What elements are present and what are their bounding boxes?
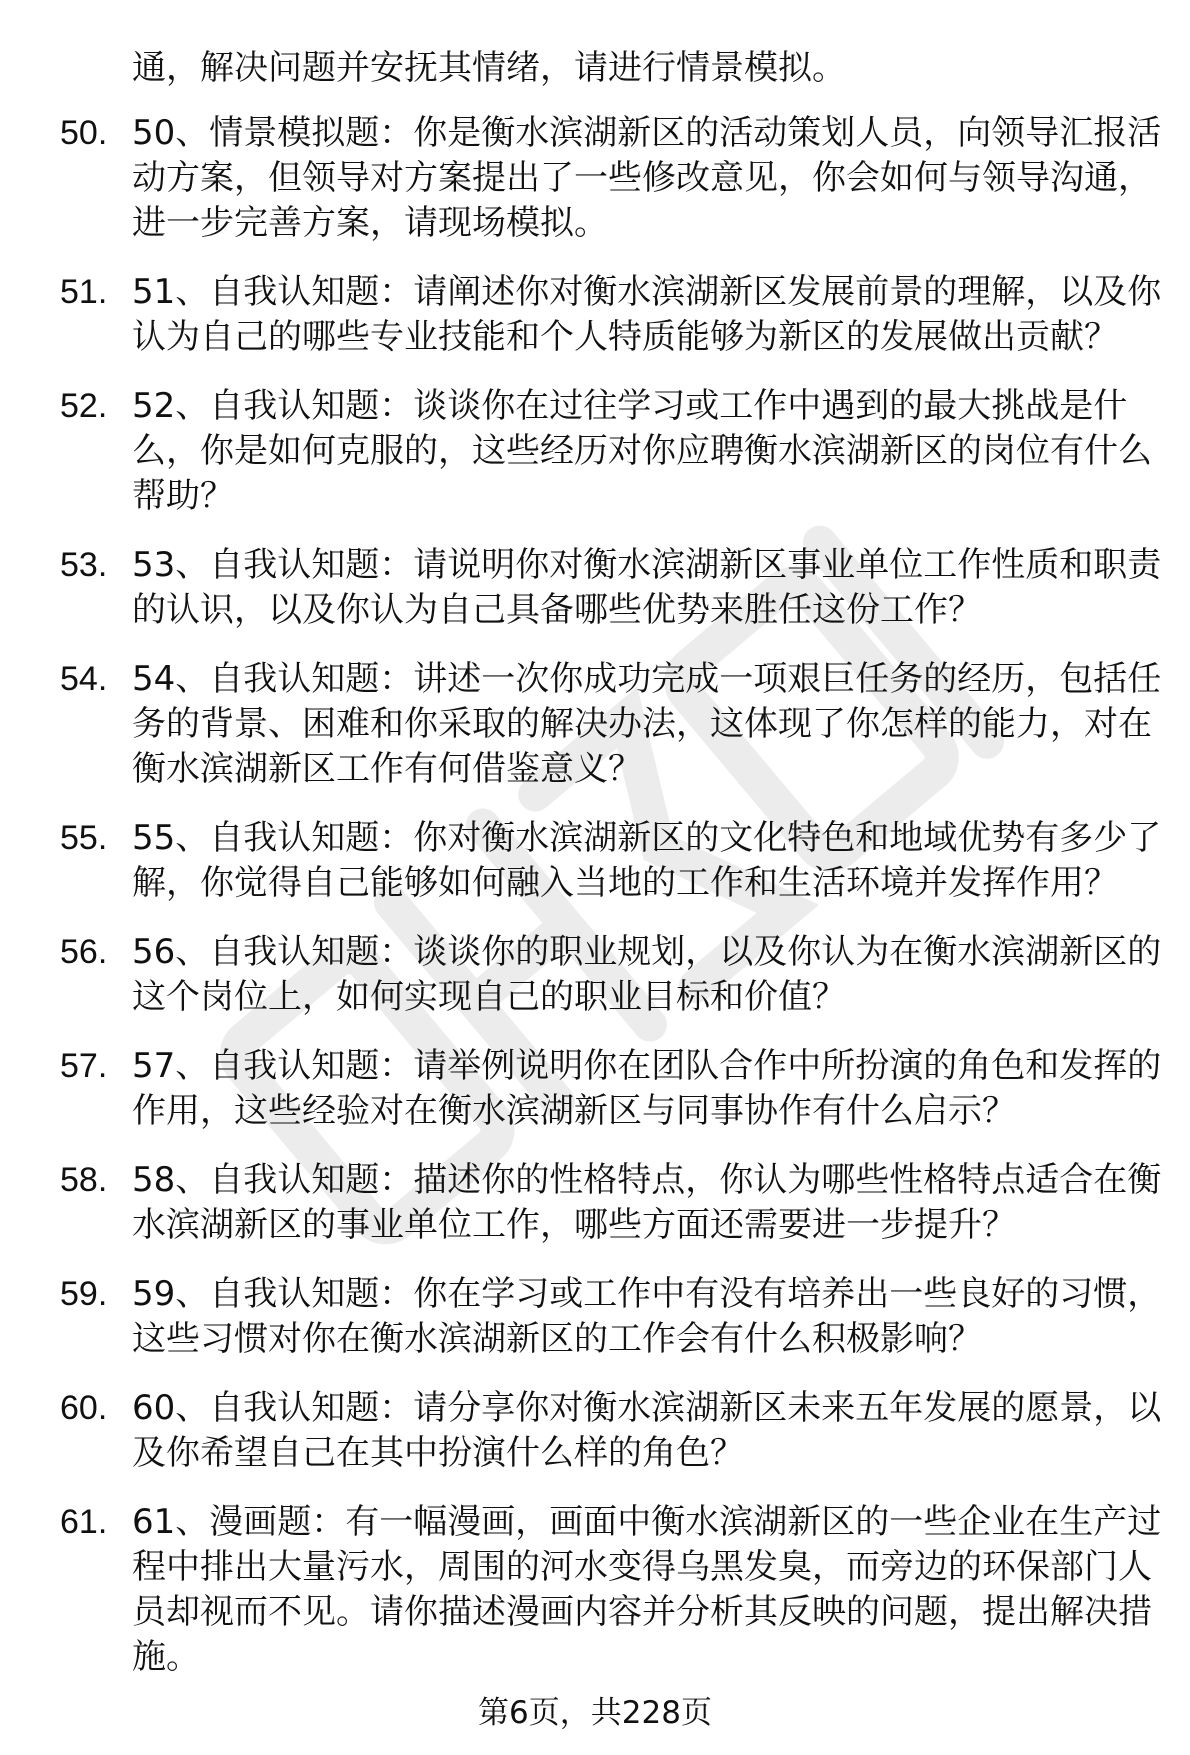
question-number: 51. <box>60 273 108 311</box>
page-footer: 第6页，共228页 <box>478 1695 712 1731</box>
question-number: 58. <box>60 1161 108 1199</box>
question-item <box>0 1158 1190 1248</box>
question-text: 54、自我认知题：讲述一次你成功完成一项艰巨任务的经历，包括任务的背景、困难和你采取的解决办法，这体现了你怎样的能力，对在衡水滨湖新区工作有何借鉴意义？ <box>132 659 1162 789</box>
question-text: 61、漫画题：有一幅漫画，画面中衡水滨湖新区的一些企业在生产过程中排出大量污水，周围的河水变得乌黑发臭，而旁边的环保部门人员却视而不见。请你描述漫画内容并分析其反映的问题，提出解决措施。 <box>132 1502 1162 1677</box>
question-list <box>0 111 1190 1704</box>
question-number: 59. <box>60 1275 108 1313</box>
question-item <box>0 384 1190 519</box>
question-item <box>0 111 1190 246</box>
question-number: 55. <box>60 819 108 857</box>
question-item <box>0 657 1190 792</box>
question-number: 50. <box>60 114 108 152</box>
question-text: 50、情景模拟题：你是衡水滨湖新区的活动策划人员，向领导汇报活动方案，但领导对方案提出了一些修改意见，你会如何与领导沟通，进一步完善方案，请现场模拟。 <box>132 113 1162 243</box>
question-text: 58、自我认知题：描述你的性格特点，你认为哪些性格特点适合在衡水滨湖新区的事业单位工作，哪些方面还需要进一步提升？ <box>132 1160 1162 1245</box>
question-number: 57. <box>60 1047 108 1085</box>
question-item <box>0 270 1190 360</box>
question-number: 52. <box>60 387 108 425</box>
question-item <box>0 1272 1190 1362</box>
question-text: 57、自我认知题：请举例说明你在团队合作中所扮演的角色和发挥的作用，这些经验对在衡水滨湖新区与同事协作有什么启示？ <box>132 1046 1162 1131</box>
question-text: 60、自我认知题：请分享你对衡水滨湖新区未来五年发展的愿景，以及你希望自己在其中扮演什么样的角色？ <box>132 1388 1162 1473</box>
question-text: 59、自我认知题：你在学习或工作中有没有培养出一些良好的习惯，这些习惯对你在衡水滨湖新区的工作会有什么积极影响？ <box>132 1274 1162 1359</box>
question-item <box>0 1386 1190 1476</box>
question-item <box>0 1044 1190 1134</box>
question-text: 51、自我认知题：请阐述你对衡水滨湖新区发展前景的理解，以及你认为自己的哪些专业技能和个人特质能够为新区的发展做出贡献？ <box>132 272 1162 357</box>
continuation-text: 通，解决问题并安抚其情绪，请进行情景模拟。 <box>132 48 846 88</box>
question-number: 53. <box>60 546 108 584</box>
question-text: 55、自我认知题：你对衡水滨湖新区的文化特色和地域优势有多少了解，你觉得自己能够如何融入当地的工作和生活环境并发挥作用？ <box>132 818 1162 903</box>
question-text: 53、自我认知题：请说明你对衡水滨湖新区事业单位工作性质和职责的认识，以及你认为自己具备哪些优势来胜任这份工作？ <box>132 545 1162 630</box>
question-item <box>0 543 1190 633</box>
question-text: 52、自我认知题：谈谈你在过往学习或工作中遇到的最大挑战是什么，你是如何克服的，这些经历对你应聘衡水滨湖新区的岗位有什么帮助？ <box>132 386 1152 516</box>
question-item <box>0 930 1190 1020</box>
question-number: 61. <box>60 1503 108 1541</box>
question-number: 54. <box>60 660 108 698</box>
question-number: 60. <box>60 1389 108 1427</box>
question-text: 56、自我认知题：谈谈你的职业规划，以及你认为在衡水滨湖新区的这个岗位上，如何实现自己的职业目标和价值？ <box>132 932 1162 1017</box>
question-item <box>0 816 1190 906</box>
question-item <box>0 1500 1190 1680</box>
question-number: 56. <box>60 933 108 971</box>
